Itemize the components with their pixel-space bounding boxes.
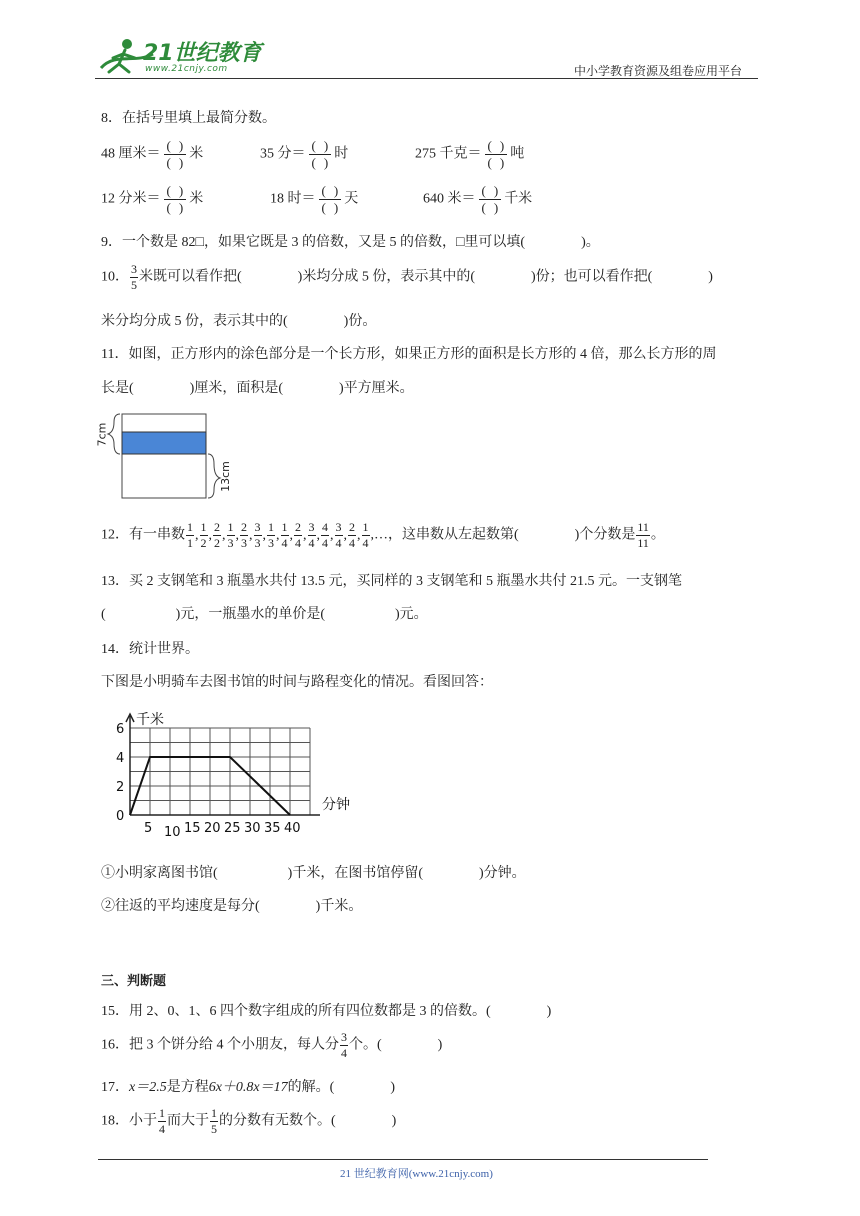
sequence-fraction: $\frac{4}{4}$: [322, 520, 328, 550]
sequence-fraction: $\frac{2}{3}$: [241, 520, 247, 550]
q15-text: 15．用 2、0、1、6 四个数字组成的所有四位数都是 3 的倍数。( ): [101, 1004, 552, 1019]
footer-text: 21 世纪教育网(www.21cnjy.com): [340, 1168, 493, 1180]
q8-item-2: 35 分＝ $\frac{( )}{( )}$ 时: [260, 138, 349, 170]
x-tick-label: 25: [224, 821, 241, 836]
x-tick-label: 20: [204, 821, 221, 836]
q16-text: 16．把 3 个饼分给 4 个小朋友，每人分 $\frac{3}{4}$ 个。( ): [101, 1030, 443, 1060]
logo-text: 21世纪教育: [143, 41, 262, 66]
x-tick-label: 10: [164, 825, 181, 840]
q8-item-1: 48 厘米＝ $\frac{( )}{( )}$ 米: [101, 138, 204, 170]
q12-sequence: $\frac{1}{1}$ , $\frac{1}{2}$ , $\frac{2}{2}$ , $\frac{1}{3}$ , $\frac{2}{3}$ , $\frac{3}{3}$ , $\frac{1}{3}$ , $\frac{1}{4}$ , $\frac{2}{4}$ , $\frac{3}{4}$ , $\frac{4}{4}$ , $\frac{3}{4}$ , $\frac{2}{4}$ , $\frac{1}{4}$: [187, 520, 369, 550]
q10-line2: 米分均分成 5 份，表示其中的( )份。: [101, 314, 377, 329]
sequence-fraction: $\frac{2}{4}$: [295, 520, 301, 550]
y-tick-label: 6: [116, 722, 125, 737]
q10-line1: 10． $\frac{3}{5}$ 米既可以看作把( )米均分成 5 份，表示其中的( )份；也可以看作把( ): [101, 262, 713, 292]
label-7cm: 7cm: [95, 422, 109, 447]
y-tick-label: 4: [116, 751, 125, 766]
q11-line1: 11．如图，正方形内的涂色部分是一个长方形，如果正方形的面积是长方形的 4 倍，那么长方形的周: [101, 347, 717, 362]
sequence-fraction: $\frac{3}{3}$: [254, 520, 261, 550]
y-axis-label: 千米: [136, 712, 164, 728]
header-logo: [95, 34, 265, 78]
section-3-title: 三、判断题: [101, 974, 167, 989]
sequence-fraction: $\frac{2}{4}$: [349, 520, 355, 550]
x-tick-label: 5: [144, 821, 153, 836]
q14-sub1: ①小明家离图书馆( )千米，在图书馆停留( )分钟。: [101, 866, 526, 881]
q8-item-4: 12 分米＝ $\frac{( )}{( )}$ 米: [101, 183, 204, 215]
footer-rule: [98, 1159, 708, 1160]
square-figure: [95, 412, 238, 504]
q12-line: 12．有一串数 $\frac{1}{1}$ , $\frac{1}{2}$ , $\frac{2}{2}$ , $\frac{1}{3}$ , $\frac{2}{3}$ , $\frac{3}{3}$ , $\frac{1}{3}$ , $\frac{1}{4}$ , $\frac{2}{4}$ , $\frac{3}{4}$ , $\frac{4}{4}$ , $\frac{3}{4}$ , $\frac{2}{4}$ , $\frac{1}{4}$ ,…，这串数从左起数第( )个分数是 $\frac{11}{11}$ 。: [101, 520, 665, 550]
shaded-rectangle: [122, 432, 206, 454]
y-tick-label: 2: [116, 780, 125, 795]
x-tick-label: 15: [184, 821, 201, 836]
x-tick-label: 30: [244, 821, 261, 836]
q11-line2: 长是( )厘米，面积是( )平方厘米。: [101, 381, 414, 396]
q17-text: 17．x＝2.5是方程6x＋0.8x＝17的解。( ): [101, 1080, 395, 1095]
q14-intro: 下图是小明骑车去图书馆的时间与路程变化的情况。看图回答：: [101, 675, 493, 690]
header-rule: [95, 78, 758, 79]
platform-name: 中小学教育资源及组卷应用平台: [574, 64, 743, 78]
q9-text: 9．一个数是 82□，如果它既是 3 的倍数，又是 5 的倍数，□里可以填( )。: [101, 235, 600, 250]
q18-text: 18．小于 $\frac{1}{4}$ 而大于 $\frac{1}{5}$ 的分数有无数个。( ): [101, 1106, 397, 1136]
sequence-fraction: $\frac{1}{4}$: [281, 520, 288, 550]
q8-item-6: 640 米＝ $\frac{( )}{( )}$ 千米: [423, 183, 533, 215]
sequence-fraction: $\frac{1}{4}$: [362, 520, 369, 550]
sequence-fraction: $\frac{1}{2}$: [200, 520, 207, 550]
sequence-fraction: $\frac{1}{3}$: [227, 520, 234, 550]
q14-sub2: ②往返的平均速度是每分( )千米。: [101, 899, 363, 914]
sequence-fraction: $\frac{1}{1}$: [187, 520, 193, 550]
q14-title: 14．统计世界。: [101, 642, 199, 657]
q13-line2: ( )元，一瓶墨水的单价是( )元。: [101, 607, 428, 622]
q13-line1: 13．买 2 支钢笔和 3 瓶墨水共付 13.5 元，买同样的 3 支钢笔和 5 瓶墨水共付 21.5 元。一支钢笔: [101, 574, 682, 589]
sequence-fraction: $\frac{3}{4}$: [308, 520, 315, 550]
x-tick-label: 40: [284, 821, 301, 836]
sequence-fraction: $\frac{1}{3}$: [268, 520, 274, 550]
x-axis-label: 分钟: [322, 797, 350, 813]
q8-item-5: 18 时＝ $\frac{( )}{( )}$ 天: [270, 183, 359, 215]
sequence-fraction: $\frac{3}{4}$: [335, 520, 342, 550]
distance-chart: [100, 700, 370, 848]
q8-item-3: 275 千克＝ $\frac{( )}{( )}$ 吨: [415, 138, 525, 170]
x-tick-label: 35: [264, 821, 281, 836]
sequence-fraction: $\frac{2}{2}$: [214, 520, 220, 550]
y-tick-label: 0: [116, 809, 125, 824]
logo-url: www.21cnjy.com: [145, 64, 228, 74]
q8-title: 8．在括号里填上最简分数。: [101, 111, 276, 126]
label-13cm: 13cm: [218, 461, 232, 492]
